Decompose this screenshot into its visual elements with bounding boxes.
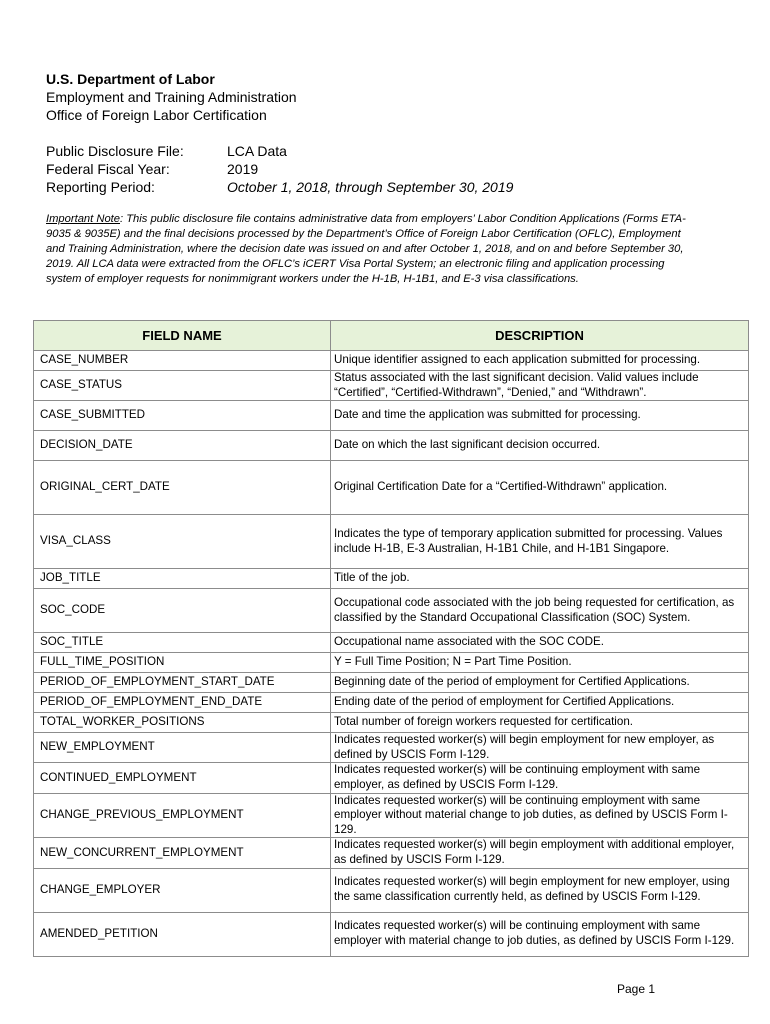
field-name-cell: TOTAL_WORKER_POSITIONS <box>34 713 331 733</box>
table-row <box>34 693 749 713</box>
table-row <box>34 763 749 793</box>
meta-value: October 1, 2018, through September 30, 2019 <box>227 179 514 195</box>
office-name: Office of Foreign Labor Certification <box>46 107 267 123</box>
table-row <box>34 793 749 838</box>
field-name-cell: AMENDED_PETITION <box>34 912 331 956</box>
table-row <box>34 713 749 733</box>
document-header <box>46 70 736 124</box>
table-row <box>34 733 749 763</box>
field-name-cell: CONTINUED_EMPLOYMENT <box>34 763 331 793</box>
description-cell: Indicates requested worker(s) will be continuing employment with same employer, as defined by USCIS Form I-129. <box>331 763 749 793</box>
description-cell: Original Certification Date for a “Certified-Withdrawn” application. <box>331 461 749 515</box>
field-name-cell: CHANGE_EMPLOYER <box>34 868 331 912</box>
table-row <box>34 515 749 569</box>
field-definitions-table <box>33 320 749 957</box>
field-name-cell: NEW_EMPLOYMENT <box>34 733 331 763</box>
note-text: : This public disclosure file contains administrative data from employers’ Labor Condition Applications (Forms ETA-9035 & 9035E) and the final decisions processed by the Department’s Office of Foreign Labor Certification (OFLC), Employment and Training Administration, where the decision date was issued on and after October 1, 2018, and on and before September 30, 2019. All LCA data were extracted from the OFLC’s iCERT Visa Portal System; an electronic filing and application processing system of employer requests for nonimmigrant workers under the H-1B, H-1B1, and E-3 visa classifications. <box>46 213 686 285</box>
field-name-cell: SOC_TITLE <box>34 633 331 653</box>
table-row <box>34 912 749 956</box>
table-header-row <box>34 321 749 351</box>
table-row <box>34 461 749 515</box>
department-name: U.S. Department of Labor <box>46 71 215 87</box>
field-name-cell: PERIOD_OF_EMPLOYMENT_START_DATE <box>34 673 331 693</box>
description-cell: Indicates requested worker(s) will begin employment for new employer, as defined by USCIS Form I-129. <box>331 733 749 763</box>
table-body <box>34 351 749 957</box>
page-number: Page 1 <box>617 982 656 996</box>
meta-value: LCA Data <box>227 143 287 159</box>
field-name-cell: CASE_SUBMITTED <box>34 401 331 431</box>
file-metadata <box>46 142 736 196</box>
table-row <box>34 401 749 431</box>
table-row <box>34 633 749 653</box>
description-cell: Beginning date of the period of employment for Certified Applications. <box>331 673 749 693</box>
field-name-cell: FULL_TIME_POSITION <box>34 653 331 673</box>
description-cell: Y = Full Time Position; N = Part Time Position. <box>331 653 749 673</box>
field-name-cell: VISA_CLASS <box>34 515 331 569</box>
description-cell: Date on which the last significant decision occurred. <box>331 431 749 461</box>
meta-row <box>46 178 736 196</box>
description-cell: Occupational code associated with the job being requested for certification, as classified by the Standard Occupational Classification (SOC) System. <box>331 589 749 633</box>
meta-label: Reporting Period: <box>46 179 155 195</box>
description-cell: Indicates the type of temporary application submitted for processing. Values include H-1B, E-3 Australian, H-1B1 Chile, and H-1B1 Singapore. <box>331 515 749 569</box>
meta-label: Federal Fiscal Year: <box>46 161 170 177</box>
important-note <box>46 212 686 287</box>
note-label: Important Note <box>46 213 120 225</box>
description-cell: Occupational name associated with the SOC CODE. <box>331 633 749 653</box>
description-header: DESCRIPTION <box>331 321 749 351</box>
field-name-cell: CHANGE_PREVIOUS_EMPLOYMENT <box>34 793 331 838</box>
description-cell: Indicates requested worker(s) will begin employment with additional employer, as defined by USCIS Form I-129. <box>331 838 749 868</box>
table-row <box>34 371 749 401</box>
table-row <box>34 589 749 633</box>
table-row <box>34 351 749 371</box>
field-name-header: FIELD NAME <box>34 321 331 351</box>
description-cell: Indicates requested worker(s) will begin employment for new employer, using the same classification currently held, as defined by USCIS Form I-129. <box>331 868 749 912</box>
description-cell: Unique identifier assigned to each application submitted for processing. <box>331 351 749 371</box>
table-row <box>34 431 749 461</box>
description-cell: Date and time the application was submitted for processing. <box>331 401 749 431</box>
field-name-cell: SOC_CODE <box>34 589 331 633</box>
field-name-cell: CASE_STATUS <box>34 371 331 401</box>
table-row <box>34 868 749 912</box>
table-row <box>34 673 749 693</box>
description-cell: Total number of foreign workers requested for certification. <box>331 713 749 733</box>
meta-row <box>46 160 736 178</box>
table-row <box>34 569 749 589</box>
description-cell: Title of the job. <box>331 569 749 589</box>
table-row <box>34 653 749 673</box>
description-cell: Ending date of the period of employment for Certified Applications. <box>331 693 749 713</box>
meta-label: Public Disclosure File: <box>46 143 184 159</box>
administration-name: Employment and Training Administration <box>46 89 297 105</box>
description-cell: Indicates requested worker(s) will be continuing employment with same employer with material change to job duties, as defined by USCIS Form I-129. <box>331 912 749 956</box>
field-name-cell: DECISION_DATE <box>34 431 331 461</box>
table-row <box>34 838 749 868</box>
field-name-cell: NEW_CONCURRENT_EMPLOYMENT <box>34 838 331 868</box>
description-cell: Indicates requested worker(s) will be continuing employment with same employer without material change to job duties, as defined by USCIS Form I-129. <box>331 793 749 838</box>
field-name-cell: PERIOD_OF_EMPLOYMENT_END_DATE <box>34 693 331 713</box>
field-name-cell: ORIGINAL_CERT_DATE <box>34 461 331 515</box>
meta-row <box>46 142 736 160</box>
field-name-cell: CASE_NUMBER <box>34 351 331 371</box>
field-name-cell: JOB_TITLE <box>34 569 331 589</box>
meta-value: 2019 <box>227 161 259 177</box>
description-cell: Status associated with the last significant decision. Valid values include “Certified”, “Certified-Withdrawn”, “Denied,” and “Withdrawn”. <box>331 371 749 401</box>
